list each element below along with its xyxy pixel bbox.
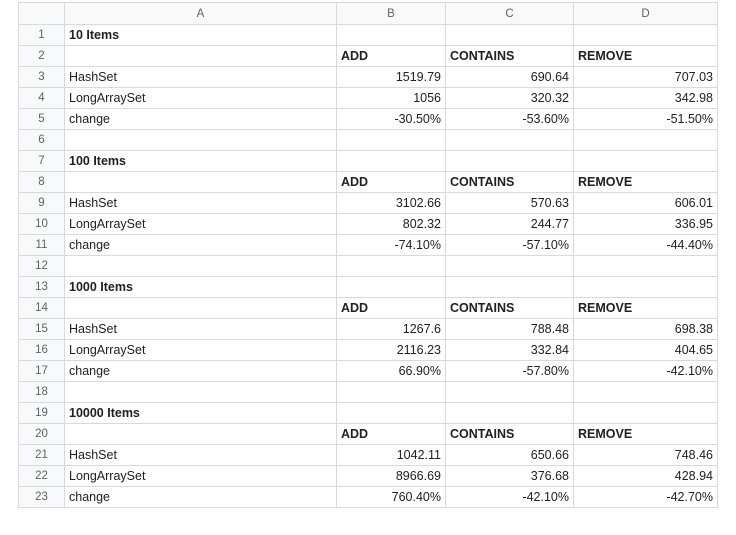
cell-b[interactable]: 8966.69 xyxy=(337,466,446,487)
cell-c[interactable]: CONTAINS xyxy=(446,424,574,445)
column-header-c[interactable]: C xyxy=(446,3,574,25)
cell-c[interactable] xyxy=(446,277,574,298)
cell-a[interactable]: LongArraySet xyxy=(65,466,337,487)
cell-b[interactable] xyxy=(337,382,446,403)
table-row xyxy=(19,151,718,172)
table-row xyxy=(19,67,718,88)
cell-d[interactable]: 428.94 xyxy=(574,466,718,487)
table-row xyxy=(19,88,718,109)
sheet-body xyxy=(19,25,718,508)
row-number-header[interactable]: 8 xyxy=(19,172,65,193)
table-row xyxy=(19,403,718,424)
cell-c[interactable]: 570.63 xyxy=(446,193,574,214)
cell-b[interactable]: 2116.23 xyxy=(337,340,446,361)
cell-b[interactable]: 1056 xyxy=(337,88,446,109)
cell-a[interactable] xyxy=(65,424,337,445)
cell-d[interactable]: -42.10% xyxy=(574,361,718,382)
cell-a[interactable]: 10000 Items xyxy=(65,403,337,424)
row-number-header[interactable]: 9 xyxy=(19,193,65,214)
cell-b[interactable]: ADD xyxy=(337,46,446,67)
cell-d[interactable]: -42.70% xyxy=(574,487,718,508)
cell-b[interactable] xyxy=(337,130,446,151)
row-number-header[interactable]: 4 xyxy=(19,88,65,109)
cell-c[interactable] xyxy=(446,403,574,424)
cell-d[interactable] xyxy=(574,277,718,298)
cell-b[interactable] xyxy=(337,403,446,424)
row-number-header[interactable]: 17 xyxy=(19,361,65,382)
cell-c[interactable]: -42.10% xyxy=(446,487,574,508)
cell-b[interactable] xyxy=(337,277,446,298)
cell-c[interactable] xyxy=(446,25,574,46)
cell-a[interactable]: LongArraySet xyxy=(65,88,337,109)
row-number-header[interactable]: 13 xyxy=(19,277,65,298)
cell-a[interactable] xyxy=(65,382,337,403)
cell-c[interactable]: -57.10% xyxy=(446,235,574,256)
row-number-header[interactable]: 3 xyxy=(19,67,65,88)
cell-d[interactable] xyxy=(574,25,718,46)
cell-b[interactable]: 1519.79 xyxy=(337,67,446,88)
cell-c[interactable]: 376.68 xyxy=(446,466,574,487)
row-number-header[interactable]: 18 xyxy=(19,382,65,403)
table-row xyxy=(19,256,718,277)
cell-a[interactable] xyxy=(65,172,337,193)
cell-b[interactable] xyxy=(337,256,446,277)
table-row xyxy=(19,466,718,487)
cell-c[interactable]: 690.64 xyxy=(446,67,574,88)
table-row xyxy=(19,487,718,508)
cell-c[interactable]: 650.66 xyxy=(446,445,574,466)
row-number-header[interactable]: 12 xyxy=(19,256,65,277)
cell-b[interactable] xyxy=(337,25,446,46)
cell-d[interactable]: REMOVE xyxy=(574,298,718,319)
table-row xyxy=(19,298,718,319)
row-number-header[interactable]: 15 xyxy=(19,319,65,340)
cell-d[interactable]: REMOVE xyxy=(574,46,718,67)
column-header-b[interactable]: B xyxy=(337,3,446,25)
cell-b[interactable]: ADD xyxy=(337,172,446,193)
table-row xyxy=(19,214,718,235)
cell-c[interactable]: -57.80% xyxy=(446,361,574,382)
row-number-header[interactable]: 1 xyxy=(19,25,65,46)
cell-a[interactable]: change xyxy=(65,235,337,256)
cell-b[interactable] xyxy=(337,151,446,172)
cell-a[interactable] xyxy=(65,46,337,67)
table-row xyxy=(19,25,718,46)
cell-c[interactable]: 788.48 xyxy=(446,319,574,340)
row-number-header[interactable]: 11 xyxy=(19,235,65,256)
cell-d[interactable] xyxy=(574,130,718,151)
spreadsheet-grid xyxy=(18,2,718,508)
cell-d[interactable]: -44.40% xyxy=(574,235,718,256)
cell-c[interactable]: CONTAINS xyxy=(446,298,574,319)
cell-c[interactable]: CONTAINS xyxy=(446,172,574,193)
cell-d[interactable] xyxy=(574,403,718,424)
cell-a[interactable]: 1000 Items xyxy=(65,277,337,298)
cell-c[interactable] xyxy=(446,256,574,277)
cell-a[interactable]: HashSet xyxy=(65,67,337,88)
table-row xyxy=(19,361,718,382)
cell-d[interactable]: 698.38 xyxy=(574,319,718,340)
table-row xyxy=(19,340,718,361)
cell-a[interactable] xyxy=(65,256,337,277)
table-row xyxy=(19,172,718,193)
cell-c[interactable] xyxy=(446,151,574,172)
row-number-header[interactable]: 23 xyxy=(19,487,65,508)
table-row xyxy=(19,445,718,466)
cell-d[interactable]: 707.03 xyxy=(574,67,718,88)
cell-b[interactable]: ADD xyxy=(337,298,446,319)
cell-b[interactable]: -74.10% xyxy=(337,235,446,256)
cell-b[interactable]: 66.90% xyxy=(337,361,446,382)
cell-c[interactable]: 244.77 xyxy=(446,214,574,235)
cell-b[interactable]: 3102.66 xyxy=(337,193,446,214)
table-row xyxy=(19,382,718,403)
table-row xyxy=(19,277,718,298)
cell-a[interactable]: 100 Items xyxy=(65,151,337,172)
cell-d[interactable]: 342.98 xyxy=(574,88,718,109)
row-number-header[interactable]: 19 xyxy=(19,403,65,424)
cell-a[interactable]: LongArraySet xyxy=(65,214,337,235)
row-number-header[interactable]: 22 xyxy=(19,466,65,487)
cell-b[interactable]: ADD xyxy=(337,424,446,445)
table-row xyxy=(19,235,718,256)
cell-a[interactable]: HashSet xyxy=(65,445,337,466)
cell-d[interactable]: 748.46 xyxy=(574,445,718,466)
cell-c[interactable]: 332.84 xyxy=(446,340,574,361)
cell-d[interactable]: 404.65 xyxy=(574,340,718,361)
cell-b[interactable]: 760.40% xyxy=(337,487,446,508)
cell-d[interactable] xyxy=(574,151,718,172)
cell-c[interactable] xyxy=(446,382,574,403)
row-number-header[interactable]: 10 xyxy=(19,214,65,235)
row-number-header[interactable]: 16 xyxy=(19,340,65,361)
row-number-header[interactable]: 14 xyxy=(19,298,65,319)
cell-b[interactable]: -30.50% xyxy=(337,109,446,130)
cell-a[interactable]: LongArraySet xyxy=(65,340,337,361)
cell-a[interactable] xyxy=(65,298,337,319)
table-row xyxy=(19,109,718,130)
cell-b[interactable]: 1267.6 xyxy=(337,319,446,340)
cell-b[interactable]: 1042.11 xyxy=(337,445,446,466)
cell-c[interactable]: 320.32 xyxy=(446,88,574,109)
table-row xyxy=(19,319,718,340)
cell-d[interactable]: 336.95 xyxy=(574,214,718,235)
cell-d[interactable]: REMOVE xyxy=(574,172,718,193)
row-number-header[interactable]: 5 xyxy=(19,109,65,130)
cell-d[interactable]: REMOVE xyxy=(574,424,718,445)
cell-d[interactable]: -51.50% xyxy=(574,109,718,130)
cell-a[interactable]: HashSet xyxy=(65,319,337,340)
table-row xyxy=(19,424,718,445)
table-row xyxy=(19,193,718,214)
column-header-row xyxy=(19,3,718,25)
column-header-a[interactable]: A xyxy=(65,3,337,25)
cell-d[interactable] xyxy=(574,382,718,403)
cell-a[interactable]: change xyxy=(65,109,337,130)
cell-c[interactable] xyxy=(446,130,574,151)
cell-a[interactable]: change xyxy=(65,487,337,508)
cell-d[interactable]: 606.01 xyxy=(574,193,718,214)
table-row xyxy=(19,46,718,67)
row-number-header[interactable]: 7 xyxy=(19,151,65,172)
cell-a[interactable]: HashSet xyxy=(65,193,337,214)
column-header-d[interactable]: D xyxy=(574,3,718,25)
cell-a[interactable]: change xyxy=(65,361,337,382)
cell-c[interactable]: CONTAINS xyxy=(446,46,574,67)
row-number-header[interactable]: 20 xyxy=(19,424,65,445)
table-row xyxy=(19,130,718,151)
cell-d[interactable] xyxy=(574,256,718,277)
row-number-header[interactable]: 21 xyxy=(19,445,65,466)
cell-a[interactable] xyxy=(65,130,337,151)
row-number-header[interactable]: 6 xyxy=(19,130,65,151)
row-number-header[interactable]: 2 xyxy=(19,46,65,67)
cell-a[interactable]: 10 Items xyxy=(65,25,337,46)
cell-b[interactable]: 802.32 xyxy=(337,214,446,235)
select-all-corner[interactable] xyxy=(19,3,65,25)
cell-c[interactable]: -53.60% xyxy=(446,109,574,130)
